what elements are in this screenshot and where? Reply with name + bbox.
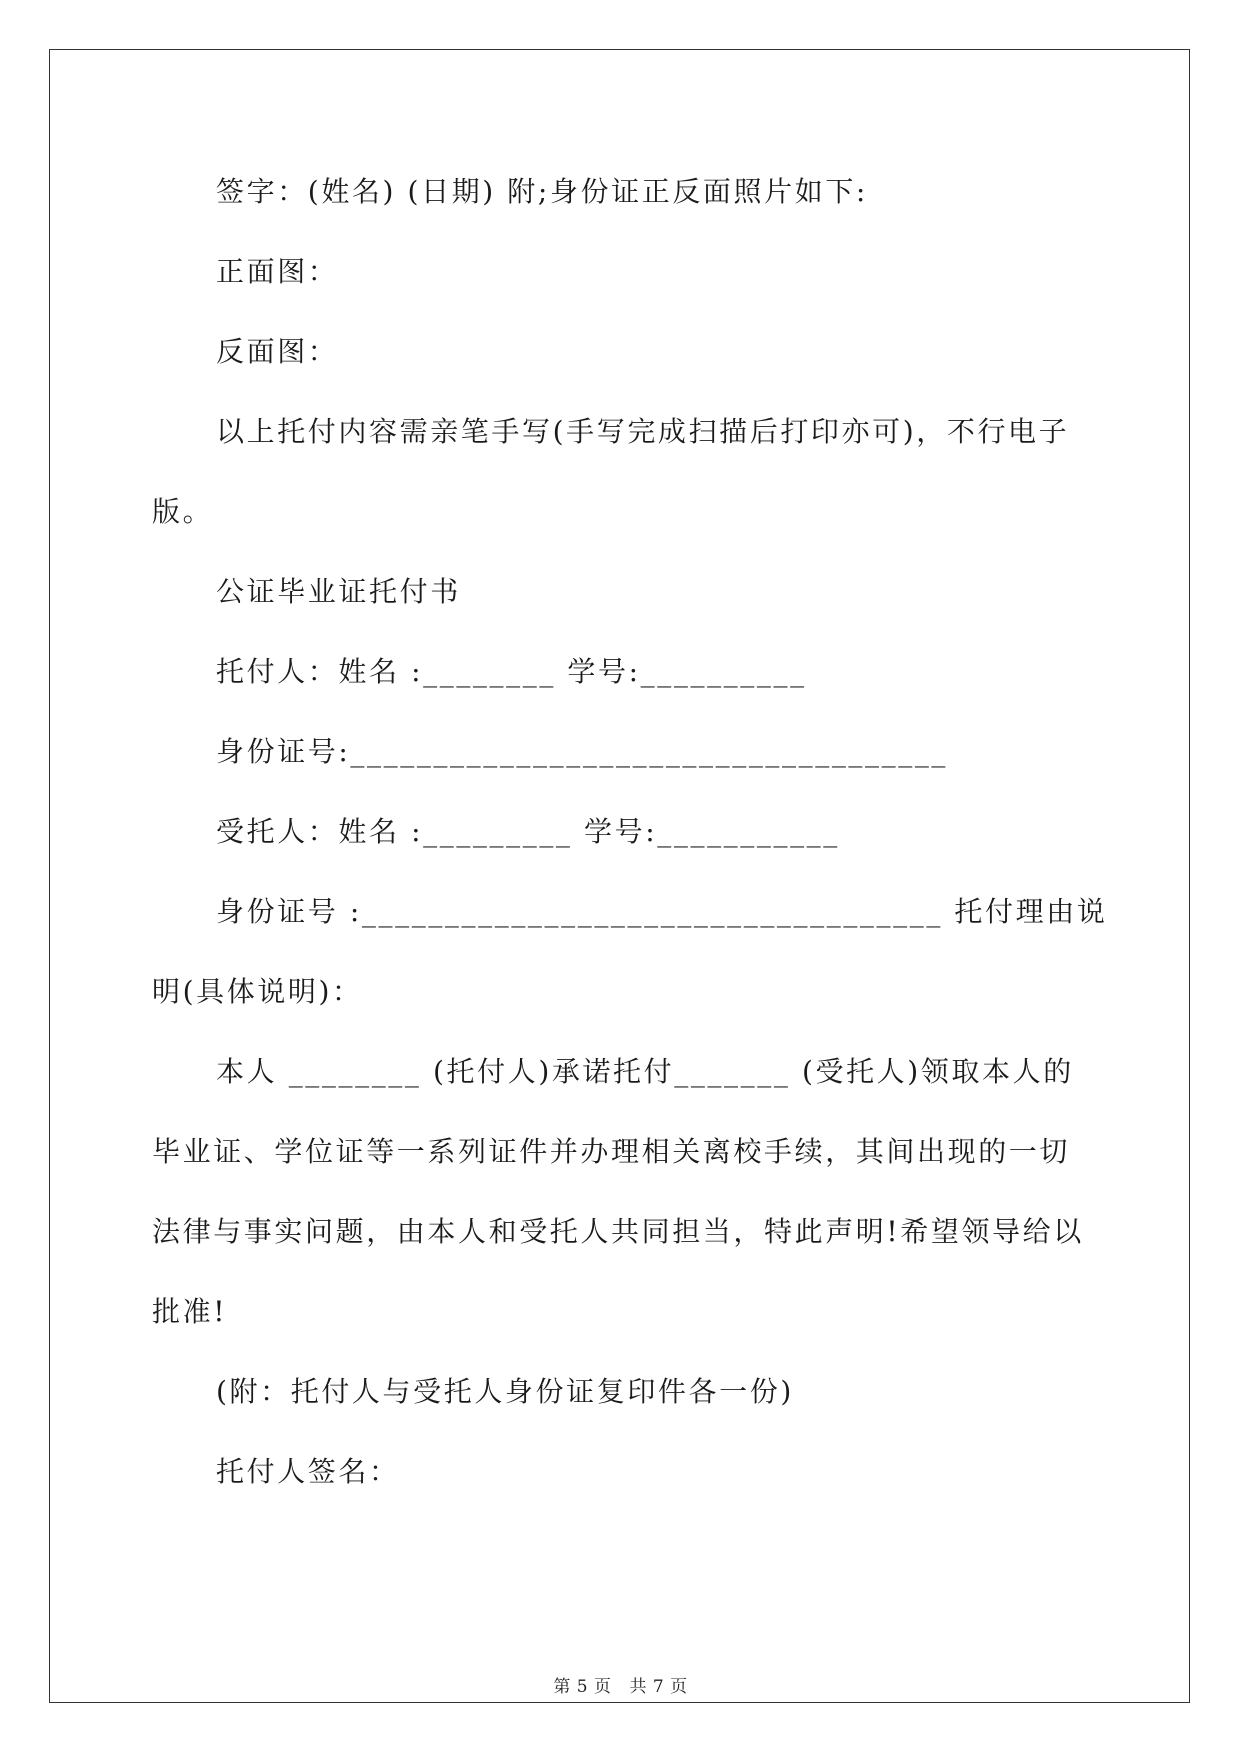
handwrite-note-line1: 以上托付内容需亲笔手写(手写完成扫描后打印亦可)，不行电子 [216,415,1070,448]
agent-name-field: 受托人：姓名 :_________ 学号:___________ [216,815,840,848]
front-image-label: 正面图： [216,255,339,288]
signature-line: 签字：(姓名) (日期) 附;身份证正反面照片如下: [216,175,868,208]
statement-line1: 本人 ________ (托付人)承诺托付_______ (受托人)领取本人的 [216,1055,1074,1088]
statement-line4: 批准! [152,1295,228,1328]
page-footer [0,1672,1241,1697]
handwrite-note-line2: 版。 [152,495,214,528]
back-image-label: 反面图： [216,335,339,368]
page-number: 第 5 页 [553,1677,612,1697]
principal-id-field: 身份证号:____________________________________ [216,735,949,768]
section-title: 公证毕业证托付书 [216,575,461,608]
agent-id-field: 身份证号 :___________________________________ 托付理由说 [216,895,1108,928]
principal-signature: 托付人签名： [216,1455,400,1488]
page-total: 共 7 页 [629,1677,688,1697]
statement-line2: 毕业证、学位证等一系列证件并办理相关离校手续，其间出现的一切 [152,1135,1071,1168]
principal-name-field: 托付人：姓名 :________ 学号:__________ [216,655,807,688]
reason-label: 明(具体说明)： [152,975,363,1008]
statement-line3: 法律与事实问题，由本人和受托人共同担当，特此声明!希望领导给以 [152,1215,1084,1248]
attachment-note: (附：托付人与受托人身份证复印件各一份) [216,1375,794,1408]
